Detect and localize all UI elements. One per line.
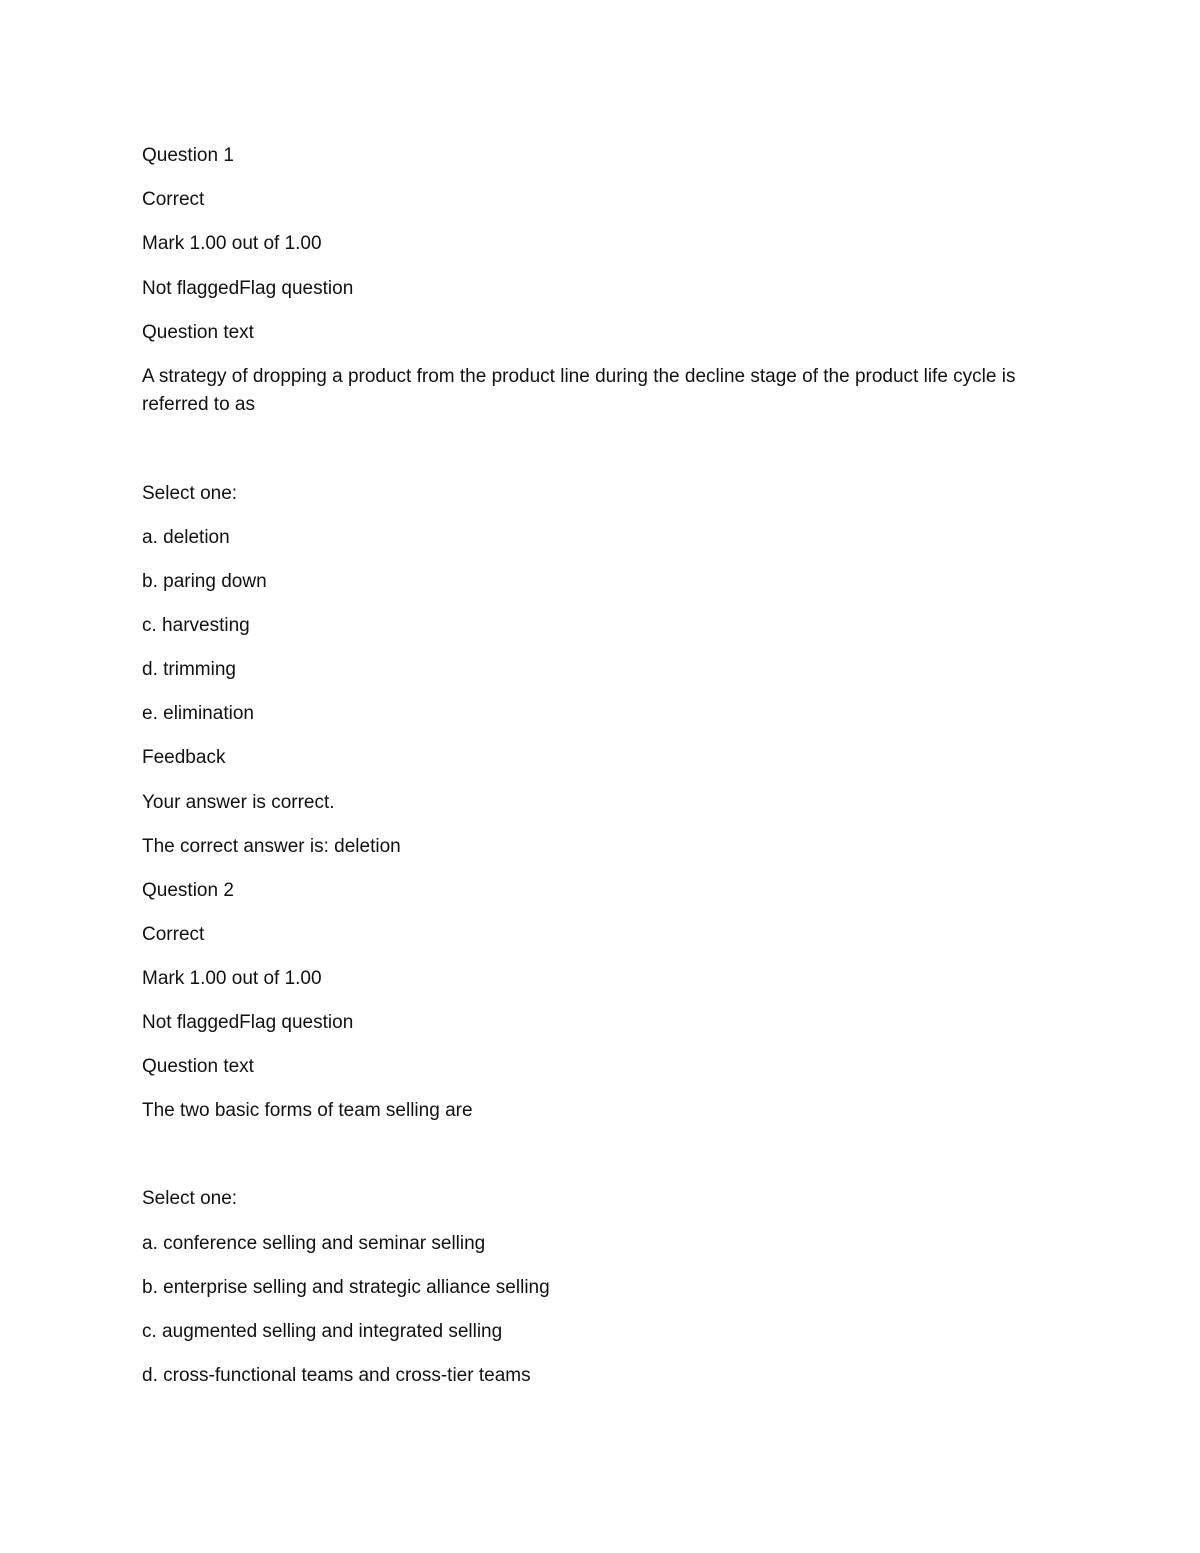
question-2-text-label: Question text bbox=[142, 1056, 254, 1077]
question-1-state: Correct bbox=[142, 189, 205, 210]
question-1-option-e: e. elimination bbox=[142, 703, 254, 724]
question-1-mark: Mark 1.00 out of 1.00 bbox=[142, 233, 322, 254]
question-2-title: Question 2 bbox=[142, 880, 234, 901]
question-2-text: The two basic forms of team selling are bbox=[142, 1100, 473, 1121]
question-2-option-b: b. enterprise selling and strategic alliance selling bbox=[142, 1277, 550, 1298]
question-1-text-label: Question text bbox=[142, 322, 254, 343]
question-1-correct-answer: The correct answer is: deletion bbox=[142, 836, 401, 857]
question-2-flag: Not flaggedFlag question bbox=[142, 1012, 354, 1033]
question-1-flag: Not flaggedFlag question bbox=[142, 278, 354, 299]
question-2-option-a: a. conference selling and seminar selling bbox=[142, 1233, 486, 1254]
question-2-select-label: Select one: bbox=[142, 1188, 238, 1209]
question-1-option-a: a. deletion bbox=[142, 527, 230, 548]
question-2-state: Correct bbox=[142, 924, 205, 945]
question-2-option-d: d. cross-functional teams and cross-tier teams bbox=[142, 1365, 531, 1386]
question-1-option-c: c. harvesting bbox=[142, 615, 250, 636]
question-1-select-label: Select one: bbox=[142, 483, 238, 504]
question-1-option-b: b. paring down bbox=[142, 571, 267, 592]
question-1-text: A strategy of dropping a product from the product line during the decline stage of the product life cycle is referred to as bbox=[142, 366, 1016, 415]
question-1-option-d: d. trimming bbox=[142, 659, 236, 680]
question-1-feedback-label: Feedback bbox=[142, 747, 226, 768]
question-2-option-c: c. augmented selling and integrated selling bbox=[142, 1321, 503, 1342]
question-1-title: Question 1 bbox=[142, 145, 234, 166]
question-1-feedback-result: Your answer is correct. bbox=[142, 792, 335, 813]
question-2-mark: Mark 1.00 out of 1.00 bbox=[142, 968, 322, 989]
